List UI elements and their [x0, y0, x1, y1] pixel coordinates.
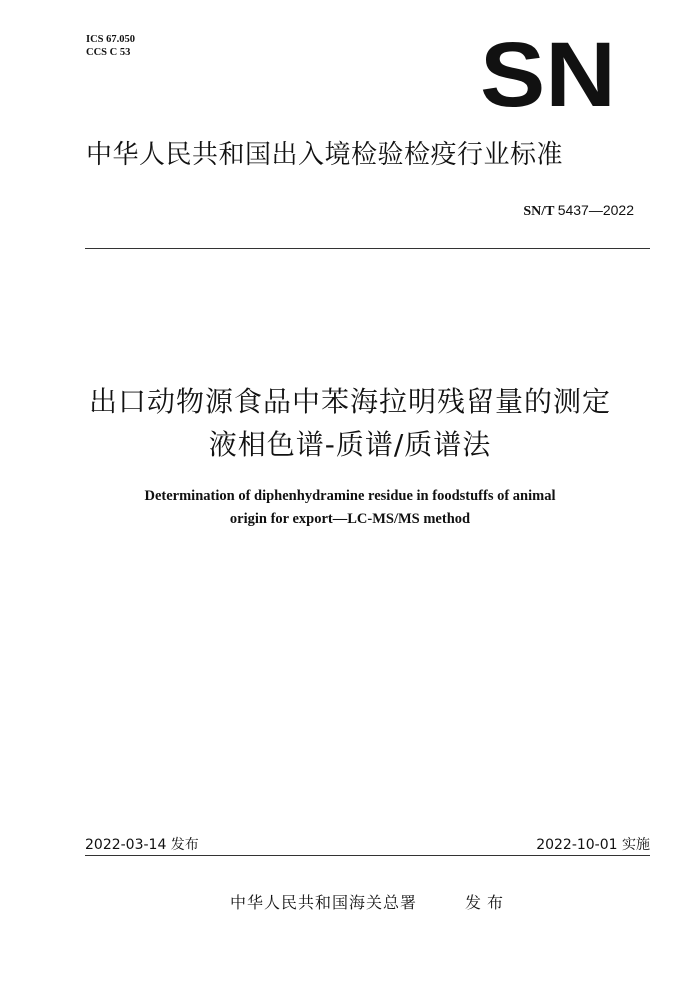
issuing-authority: 中华人民共和国海关总署	[230, 893, 418, 912]
ccs-code: CCS C 53	[86, 47, 131, 58]
issue-label: 发布	[465, 893, 510, 912]
sn-logo-graphic	[479, 40, 617, 110]
title-zh-line2: 液相色谱-质谱/质谱法	[208, 428, 492, 461]
sn-logo	[479, 40, 617, 110]
classification-codes	[86, 33, 135, 59]
standard-prefix: SN/T	[523, 204, 558, 219]
bottom-divider	[85, 855, 650, 856]
org-title: 中华人民共和国出入境检验检疫行业标准	[86, 140, 564, 170]
publish-date: 2022-03-14 发布	[85, 837, 199, 853]
title-zh-line1: 出口动物源食品中苯海拉明残留量的测定	[88, 385, 611, 418]
ics-code: ICS 67.050	[86, 34, 136, 45]
top-divider	[85, 248, 650, 249]
title-en-line1: Determination of diphenhydramine residue in foodstuffs of animal	[144, 488, 556, 504]
sn-logo-text: SN	[480, 40, 616, 110]
title-en-line2: origin for export—LC-MS/MS method	[229, 511, 471, 527]
standard-number	[523, 202, 634, 220]
implement-date: 2022-10-01 实施	[536, 837, 650, 853]
standard-number-value: 5437—2022	[557, 202, 634, 218]
